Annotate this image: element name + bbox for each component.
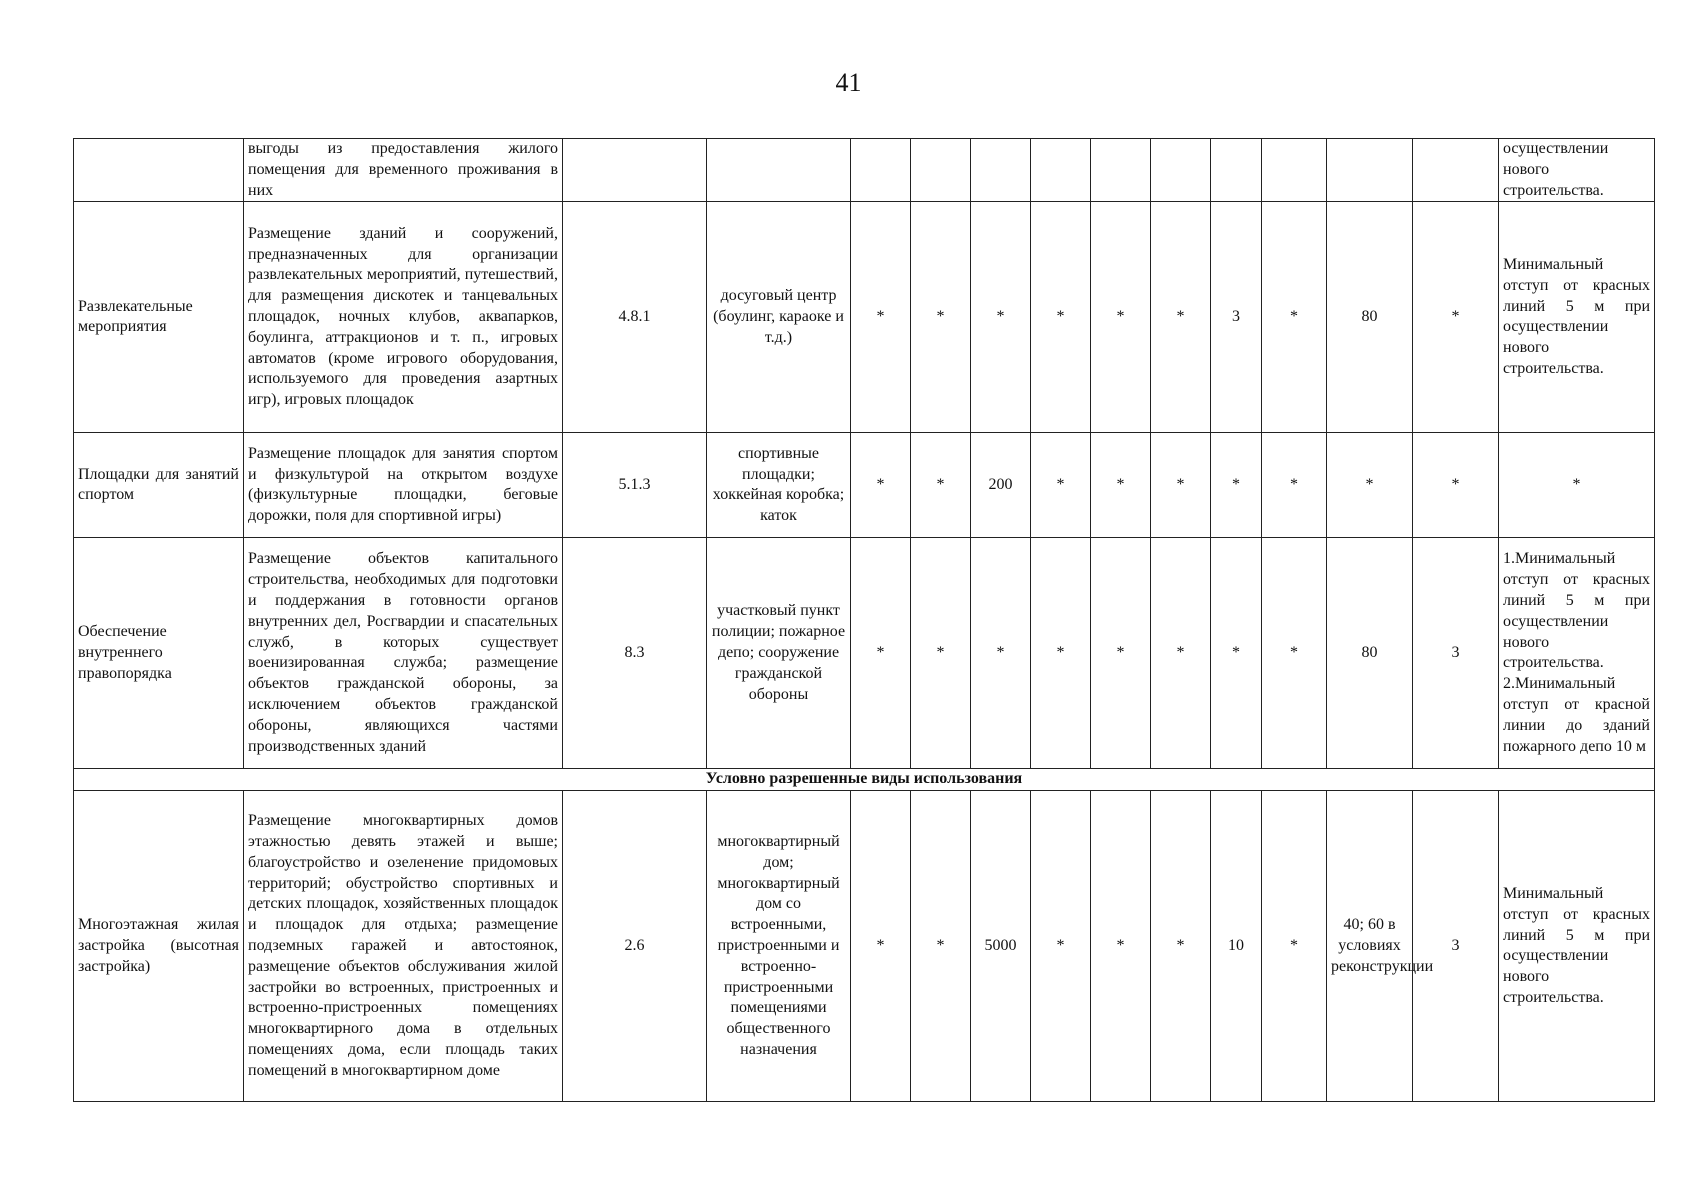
use-code-cell: 8.3 — [563, 538, 707, 769]
table-row-internal-order — [74, 538, 1655, 769]
section-header: Условно разрешенные виды использования — [74, 769, 1655, 791]
note-cell: осуществлении нового строительства. — [1499, 139, 1655, 202]
use-code-cell — [563, 139, 707, 202]
use-description-cell: Размещение объектов капитального строительства, необходимых для подготовки и поддержания в готовности органов внутренних дел, Росгвардии и спасательных служб, в которых существует военизированная служба; размещение объектов гражданской обороны, за исключением объектов гражданской обороны, являющихся частями производственных зданий — [244, 538, 563, 769]
param-cell: 200 — [971, 433, 1031, 538]
use-objects-cell: участковый пункт полиции; пожарное депо; сооружение гражданской обороны — [707, 538, 851, 769]
param-cell: 80 — [1327, 202, 1413, 433]
param-cell — [851, 139, 911, 202]
param-cell: * — [911, 433, 971, 538]
param-cell: * — [1031, 791, 1091, 1102]
use-name-cell: Обеспечение внутреннего правопорядка — [74, 538, 244, 769]
table-row-high-rise-housing — [74, 791, 1655, 1102]
param-cell: * — [1262, 433, 1327, 538]
param-cell — [1413, 139, 1499, 202]
use-name-cell — [74, 139, 244, 202]
param-cell: * — [1151, 433, 1211, 538]
param-cell — [1211, 139, 1262, 202]
param-cell — [1327, 139, 1413, 202]
use-description-cell: Размещение площадок для занятия спортом и физкультурой на открытом воздухе (физкультурные площадки, беговые дорожки, поля для спортивной игры) — [244, 433, 563, 538]
param-cell: * — [1327, 433, 1413, 538]
param-cell: * — [1413, 202, 1499, 433]
use-code-cell: 2.6 — [563, 791, 707, 1102]
param-cell: * — [971, 202, 1031, 433]
param-cell: 3 — [1211, 202, 1262, 433]
param-cell: * — [911, 538, 971, 769]
use-code-cell: 4.8.1 — [563, 202, 707, 433]
param-cell: 10 — [1211, 791, 1262, 1102]
param-cell: * — [971, 538, 1031, 769]
table-row-sport-grounds — [74, 433, 1655, 538]
param-cell — [911, 139, 971, 202]
param-cell: * — [1413, 433, 1499, 538]
param-cell — [971, 139, 1031, 202]
param-cell — [1151, 139, 1211, 202]
use-name-cell: Многоэтажная жилая застройка (высотная застройка) — [74, 791, 244, 1102]
use-name-cell: Площадки для занятий спортом — [74, 433, 244, 538]
param-cell: * — [851, 538, 911, 769]
use-description-cell: Размещение многоквартирных домов этажностью девять этажей и выше; благоустройство и озеленение придомовых территорий; обустройство спортивных и детских площадок, хозяйственных площадок и площадок для отдыха; размещение подземных гаражей и автостоянок, размещение объектов обслуживания жилой застройки во встроенных, пристроенных и встроенно-пристроенных помещениях многоквартирного дома в отдельных помещениях дома, если площадь таких помещений в многоквартирном доме — [244, 791, 563, 1102]
param-cell — [1031, 139, 1091, 202]
param-cell: * — [851, 202, 911, 433]
param-cell: * — [1262, 202, 1327, 433]
param-cell: * — [851, 791, 911, 1102]
param-cell: 5000 — [971, 791, 1031, 1102]
table-row-continuation — [74, 139, 1655, 202]
param-cell: 3 — [1413, 538, 1499, 769]
param-cell: * — [1091, 538, 1151, 769]
use-objects-cell — [707, 139, 851, 202]
param-cell: * — [851, 433, 911, 538]
param-cell: * — [1031, 433, 1091, 538]
param-cell — [1091, 139, 1151, 202]
param-cell: * — [1151, 202, 1211, 433]
use-objects-cell: многоквартирный дом; многоквартирный дом со встроенными, пристроенными и встроенно-пристроенными помещениями общественного назначения — [707, 791, 851, 1102]
param-cell: * — [911, 202, 971, 433]
param-cell: * — [1091, 433, 1151, 538]
land-use-table — [73, 138, 1655, 1102]
table-row-entertainment — [74, 202, 1655, 433]
param-cell: * — [1091, 202, 1151, 433]
param-cell: * — [1151, 791, 1211, 1102]
use-name-cell: Развлекательные мероприятия — [74, 202, 244, 433]
use-objects-cell: спортивные площадки; хоккейная коробка; каток — [707, 433, 851, 538]
page-number: 41 — [835, 68, 862, 97]
param-cell: * — [1262, 791, 1327, 1102]
param-cell: 3 — [1413, 791, 1499, 1102]
note-cell: * — [1499, 433, 1655, 538]
use-description-cell: выгоды из предоставления жилого помещения для временного проживания в них — [244, 139, 563, 202]
use-code-cell: 5.1.3 — [563, 433, 707, 538]
param-cell: * — [1211, 433, 1262, 538]
param-cell: * — [1091, 791, 1151, 1102]
param-cell: * — [1031, 538, 1091, 769]
note-cell: 1.Минимальный отступ от красных линий 5 м при осуществлении нового строительства. 2.Минимальный отступ от красной линии до зданий пожарного депо 10 м — [1499, 538, 1655, 769]
note-cell: Минимальный отступ от красных линий 5 м при осуществлении нового строительства. — [1499, 791, 1655, 1102]
use-objects-cell: досуговый центр (боулинг, караоке и т.д.) — [707, 202, 851, 433]
param-cell: * — [911, 791, 971, 1102]
param-cell — [1262, 139, 1327, 202]
section-header-row — [74, 769, 1655, 791]
note-cell: Минимальный отступ от красных линий 5 м при осуществлении нового строительства. — [1499, 202, 1655, 433]
param-cell: * — [1151, 538, 1211, 769]
param-cell: * — [1211, 538, 1262, 769]
param-cell: * — [1031, 202, 1091, 433]
param-cell: * — [1262, 538, 1327, 769]
param-cell: 80 — [1327, 538, 1413, 769]
param-cell: 40; 60 в условиях реконструкции — [1327, 791, 1413, 1102]
use-description-cell: Размещение зданий и сооружений, предназначенных для организации развлекательных мероприятий, путешествий, для размещения дискотек и танцевальных площадок, ночных клубов, аквапарков, боулинга, аттракционов и т. п., игровых автоматов (кроме игрового оборудования, используемого для проведения азартных игр), игровых площадок — [244, 202, 563, 433]
